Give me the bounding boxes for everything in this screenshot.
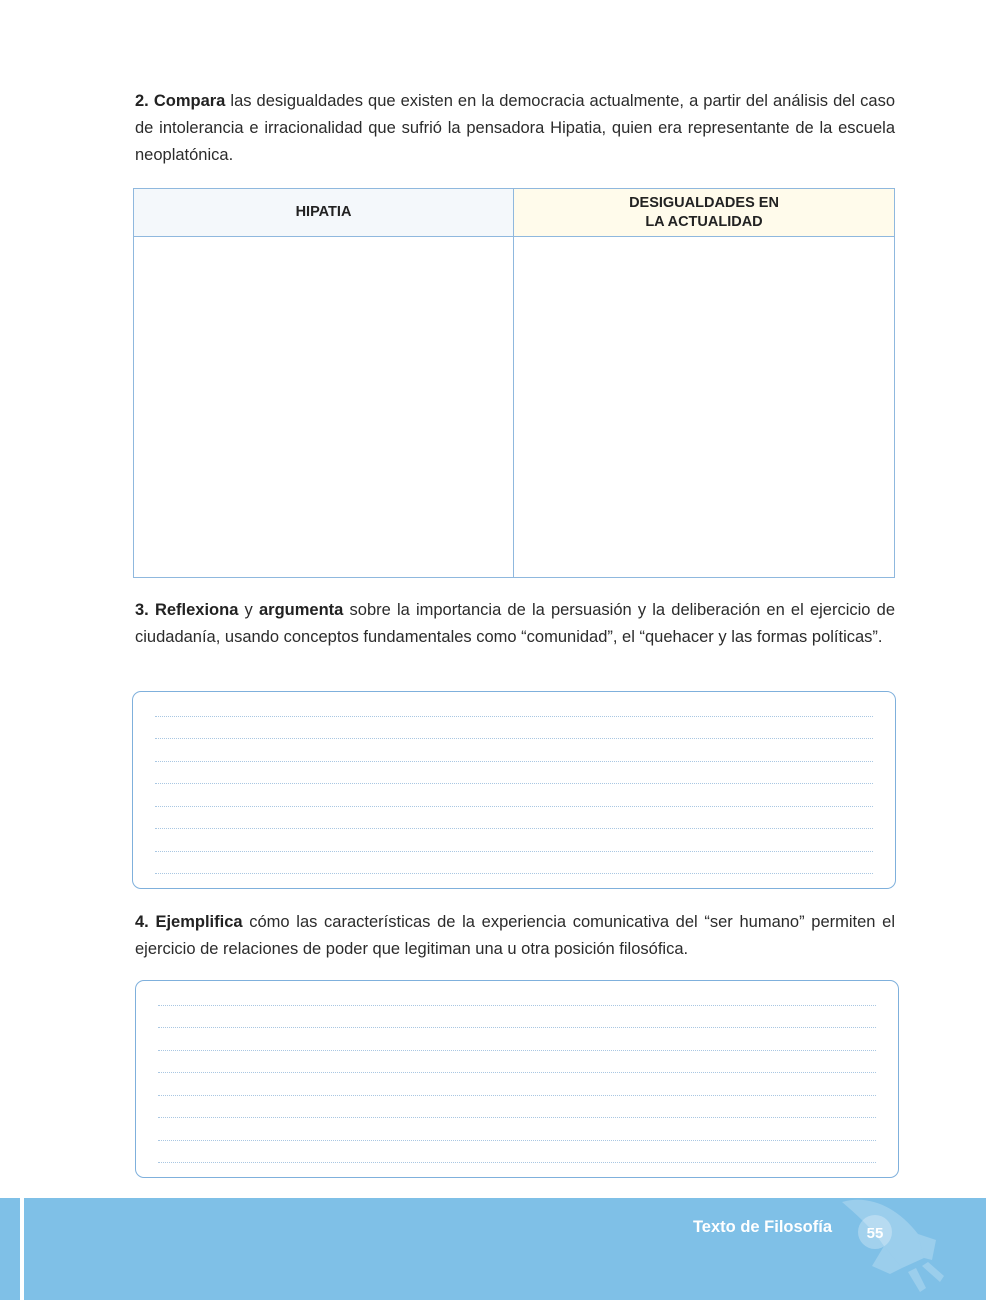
- question-4-number: 4.: [135, 913, 149, 931]
- answer-line: [158, 1162, 876, 1163]
- answer-line: [158, 1050, 876, 1051]
- table-header-desigualdades: [514, 189, 894, 237]
- answer-line: [155, 783, 873, 784]
- question-3-verb-2: argumenta: [258, 601, 344, 619]
- answer-line: [155, 738, 873, 739]
- question-3-number: 3.: [135, 601, 149, 619]
- question-2-text: las desigualdades que existen en la democracia actualmente, a partir del análisis del caso de intolerancia e irracionalidad que sufrió la pensadora Hipatia, quien era representante de la escuela neoplatónica.: [135, 92, 895, 164]
- table-cell-desigualdades[interactable]: [514, 237, 894, 577]
- answer-line: [158, 1005, 876, 1006]
- answer-line: [158, 1072, 876, 1073]
- answer-line: [158, 1027, 876, 1028]
- question-3-text: sobre la importancia de la persuasión y la deliberación en el ejercicio de ciudadanía, usando conceptos fundamentales como “comunidad”, el “quehacer y las formas políticas”.: [135, 601, 895, 646]
- answer-box-question-3[interactable]: [132, 691, 896, 889]
- answer-line: [158, 1117, 876, 1118]
- question-3-conjunction: y: [238, 601, 259, 619]
- question-4: [135, 909, 895, 963]
- question-2-number: 2.: [135, 92, 149, 110]
- answer-line: [155, 806, 873, 807]
- footer-title: Texto de Filosofía: [692, 1218, 832, 1236]
- answer-line: [158, 1140, 876, 1141]
- comparison-table: [133, 188, 895, 578]
- table-header-desigualdades-label: DESIGUALDADES EN LA ACTUALIDAD: [629, 194, 779, 230]
- page-number: 55: [866, 1225, 884, 1242]
- answer-line: [155, 873, 873, 874]
- answer-box-question-4[interactable]: [135, 980, 899, 1178]
- answer-line: [155, 851, 873, 852]
- answer-line: [158, 1095, 876, 1096]
- question-4-text: cómo las características de la experiencia comunicativa del “ser humano” permiten el ejercicio de relaciones de poder que legitiman una u otra posición filosófica.: [135, 913, 895, 958]
- question-2: [135, 88, 895, 169]
- question-4-verb: Ejemplifica: [155, 913, 243, 931]
- table-header-hipatia-label: HIPATIA: [295, 204, 352, 220]
- table-header-hipatia: [134, 189, 514, 237]
- rocket-icon: [832, 1196, 952, 1300]
- question-3: [135, 597, 895, 651]
- question-2-verb: Compara: [153, 92, 226, 110]
- footer-stripe: [20, 1198, 24, 1300]
- answer-line: [155, 828, 873, 829]
- answer-line: [155, 716, 873, 717]
- table-cell-hipatia[interactable]: [134, 237, 514, 577]
- answer-line: [155, 761, 873, 762]
- question-3-verb-1: Reflexiona: [154, 601, 239, 619]
